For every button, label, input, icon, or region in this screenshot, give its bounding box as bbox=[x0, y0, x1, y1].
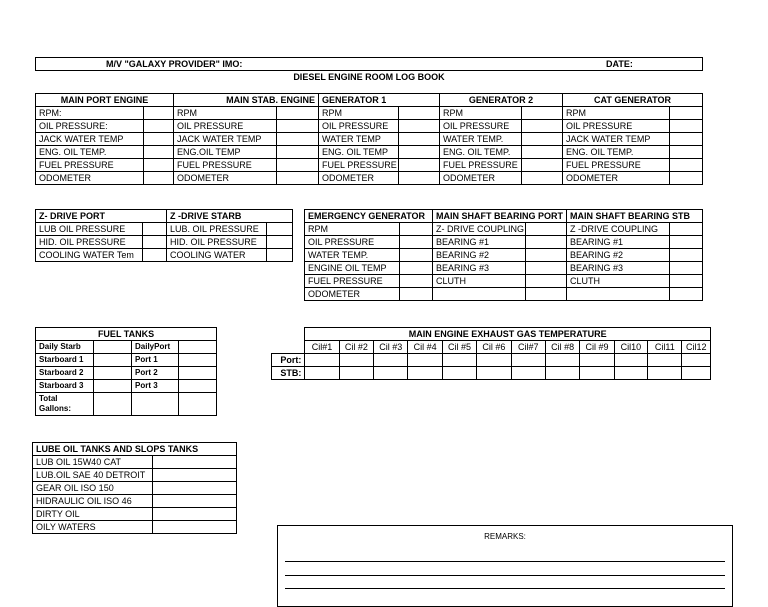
lube-tank-label: LUB.OIL SAE 40 DETROIT bbox=[33, 469, 153, 482]
lube-value-cell[interactable] bbox=[153, 521, 237, 534]
engine-param-label: ENG. OIL TEMP. bbox=[563, 146, 670, 159]
lube-row bbox=[33, 508, 237, 521]
bearing-param-label bbox=[433, 288, 526, 301]
emergency-bearing-table bbox=[304, 209, 703, 301]
fuel-tanks-table bbox=[35, 327, 217, 416]
fuel-cell[interactable] bbox=[94, 393, 132, 416]
bearing-value-cell[interactable] bbox=[526, 262, 567, 275]
lube-row bbox=[33, 469, 237, 482]
engine-header: MAIN PORT ENGINE bbox=[36, 94, 174, 107]
bearing-value-cell[interactable] bbox=[400, 223, 433, 236]
engine-param-label: OIL PRESSURE bbox=[319, 120, 399, 133]
fuel-tank-label: DailyPort bbox=[132, 341, 179, 354]
vessel-name: M/V "GALAXY PROVIDER" IMO: bbox=[106, 59, 243, 69]
engine-value-cell[interactable] bbox=[399, 159, 440, 172]
fuel-cell[interactable] bbox=[179, 354, 217, 367]
engine-param-label: OIL PRESSURE: bbox=[36, 120, 144, 133]
exhaust-temp-cell[interactable] bbox=[442, 354, 476, 367]
engine-param-label: FUEL PRESSURE bbox=[440, 159, 522, 172]
remarks-line[interactable] bbox=[285, 588, 725, 589]
bearing-value-cell[interactable] bbox=[670, 236, 703, 249]
exhaust-temp-cell[interactable] bbox=[305, 354, 339, 367]
emergency-header: EMERGENCY GENERATOR bbox=[305, 210, 433, 223]
engine-param-label: FUEL PRESSURE bbox=[174, 159, 277, 172]
engine-value-cell[interactable] bbox=[144, 159, 174, 172]
engine-value-cell[interactable] bbox=[277, 146, 319, 159]
lube-row bbox=[33, 456, 237, 469]
engine-row bbox=[36, 159, 703, 172]
cylinder-label: Cil12 bbox=[682, 341, 711, 354]
lube-row bbox=[33, 495, 237, 508]
cylinder-label: Cil#1 bbox=[305, 341, 339, 354]
bearing-param-label: BEARING #1 bbox=[433, 236, 526, 249]
fuel-tank-label: Starboard 2 bbox=[36, 367, 94, 380]
exhaust-title-row bbox=[272, 328, 711, 341]
lube-oil-table bbox=[32, 442, 237, 534]
lube-title: LUBE OIL TANKS AND SLOPS TANKS bbox=[33, 443, 237, 456]
engine-value-cell[interactable] bbox=[399, 172, 440, 185]
engine-value-cell[interactable] bbox=[399, 146, 440, 159]
engine-param-label: ODOMETER bbox=[440, 172, 522, 185]
exhaust-temp-cell[interactable] bbox=[305, 367, 339, 380]
engine-value-cell[interactable] bbox=[522, 107, 563, 120]
emergency-header: MAIN SHAFT BEARING STB bbox=[567, 210, 703, 223]
cylinder-label: Cil11 bbox=[648, 341, 682, 354]
zdrive-param-label: HID. OIL PRESSURE bbox=[36, 236, 143, 249]
exhaust-temp-cell[interactable] bbox=[477, 367, 511, 380]
cylinder-label: Cil #8 bbox=[545, 341, 579, 354]
bearing-param-label: BEARING #3 bbox=[433, 262, 526, 275]
engine-value-cell[interactable] bbox=[522, 133, 563, 146]
engine-param-label: OIL PRESSURE bbox=[440, 120, 522, 133]
engine-param-label: FUEL PRESSURE bbox=[563, 159, 670, 172]
engine-value-cell[interactable] bbox=[399, 120, 440, 133]
zdrive-row bbox=[36, 249, 293, 262]
engine-param-label: WATER TEMP. bbox=[440, 133, 522, 146]
engine-header: GENERATOR 1 bbox=[319, 94, 440, 107]
exhaust-temp-cell[interactable] bbox=[511, 367, 545, 380]
engine-value-cell[interactable] bbox=[277, 120, 319, 133]
engine-value-cell[interactable] bbox=[399, 133, 440, 146]
engine-value-cell[interactable] bbox=[670, 146, 703, 159]
exhaust-temp-table bbox=[271, 327, 711, 380]
remarks-box[interactable] bbox=[277, 525, 733, 607]
engine-value-cell[interactable] bbox=[144, 107, 174, 120]
fuel-tank-label: Port 2 bbox=[132, 367, 179, 380]
engine-value-cell[interactable] bbox=[399, 107, 440, 120]
engine-param-label: ODOMETER bbox=[563, 172, 670, 185]
engine-header: GENERATOR 2 bbox=[440, 94, 563, 107]
engines-table bbox=[35, 93, 703, 185]
engine-param-label: ENG. OIL TEMP. bbox=[36, 146, 144, 159]
fuel-cell[interactable] bbox=[179, 367, 217, 380]
exhaust-title: MAIN ENGINE EXHAUST GAS TEMPERATURE bbox=[305, 328, 711, 341]
bearing-param-label: ENGINE OIL TEMP bbox=[305, 262, 400, 275]
bearing-value-cell[interactable] bbox=[670, 262, 703, 275]
zdrive-param-label: HID. OIL PRESSURE bbox=[167, 236, 267, 249]
exhaust-temp-cell[interactable] bbox=[648, 367, 682, 380]
bearing-param-label: CLUTH bbox=[433, 275, 526, 288]
engine-param-label: FUEL PRESSURE bbox=[319, 159, 399, 172]
cylinder-label: Cil #4 bbox=[408, 341, 442, 354]
exhaust-row bbox=[272, 354, 711, 367]
fuel-cell[interactable] bbox=[179, 341, 217, 354]
emergency-row bbox=[305, 262, 703, 275]
engine-value-cell[interactable] bbox=[144, 133, 174, 146]
vessel-header-box bbox=[35, 57, 703, 71]
engine-value-cell[interactable] bbox=[670, 107, 703, 120]
zdrive-param-label: COOLING WATER Tem bbox=[36, 249, 143, 262]
zdrive-row bbox=[36, 223, 293, 236]
zdrive-param-label: COOLING WATER bbox=[167, 249, 267, 262]
bearing-value-cell[interactable] bbox=[400, 262, 433, 275]
engine-param-label: ENG. OIL TEMP. bbox=[440, 146, 522, 159]
engine-value-cell[interactable] bbox=[670, 159, 703, 172]
fuel-cell[interactable] bbox=[94, 341, 132, 354]
bearing-value-cell[interactable] bbox=[526, 236, 567, 249]
lube-tank-label: LUB OIL 15W40 CAT bbox=[33, 456, 153, 469]
bearing-param-label: Z- DRIVE COUPLING bbox=[433, 223, 526, 236]
bearing-param-label: BEARING #2 bbox=[567, 249, 670, 262]
bearing-value-cell[interactable] bbox=[526, 223, 567, 236]
engine-param-label: ODOMETER bbox=[319, 172, 399, 185]
emergency-row bbox=[305, 236, 703, 249]
exhaust-temp-cell[interactable] bbox=[580, 367, 614, 380]
fuel-tank-label: Starboard 3 bbox=[36, 380, 94, 393]
bearing-param-label: ODOMETER bbox=[305, 288, 400, 301]
bearing-value-cell[interactable] bbox=[526, 288, 567, 301]
emergency-row bbox=[305, 288, 703, 301]
exhaust-temp-cell[interactable] bbox=[545, 354, 579, 367]
remarks-label: REMARKS: bbox=[484, 532, 526, 541]
zdrive-value-cell[interactable] bbox=[267, 223, 293, 236]
engine-header: CAT GENERATOR bbox=[563, 94, 703, 107]
fuel-tanks-title: FUEL TANKS bbox=[36, 328, 217, 341]
bearing-param-label: BEARING #3 bbox=[567, 262, 670, 275]
bearing-param-label: CLUTH bbox=[567, 275, 670, 288]
zdrive-header-row bbox=[36, 210, 293, 223]
fuel-tank-label: Port 3 bbox=[132, 380, 179, 393]
fuel-cell[interactable] bbox=[179, 380, 217, 393]
bearing-param-label bbox=[567, 288, 670, 301]
bearing-param-label: OIL PRESSURE bbox=[305, 236, 400, 249]
engine-param-label: OIL PRESSURE bbox=[563, 120, 670, 133]
fuel-cell[interactable] bbox=[94, 367, 132, 380]
engine-value-cell[interactable] bbox=[522, 146, 563, 159]
emergency-header-row bbox=[305, 210, 703, 223]
cylinder-header-row bbox=[272, 341, 711, 354]
lube-tank-label: HIDRAULIC OIL ISO 46 bbox=[33, 495, 153, 508]
zdrive-param-label: LUB. OIL PRESSURE bbox=[167, 223, 267, 236]
fuel-row bbox=[36, 367, 217, 380]
engine-param-label: RPM bbox=[563, 107, 670, 120]
bearing-value-cell[interactable] bbox=[400, 249, 433, 262]
lube-row bbox=[33, 521, 237, 534]
bearing-param-label: RPM bbox=[305, 223, 400, 236]
engine-value-cell[interactable] bbox=[277, 172, 319, 185]
engine-param-label: RPM: bbox=[36, 107, 144, 120]
engine-param-label: RPM bbox=[319, 107, 399, 120]
engine-row bbox=[36, 146, 703, 159]
engine-row bbox=[36, 107, 703, 120]
bearing-value-cell[interactable] bbox=[526, 249, 567, 262]
engine-param-label: WATER TEMP bbox=[319, 133, 399, 146]
engine-param-label: RPM bbox=[174, 107, 277, 120]
zdrive-value-cell[interactable] bbox=[143, 249, 167, 262]
exhaust-temp-cell[interactable] bbox=[408, 354, 442, 367]
lube-tank-label: GEAR OIL ISO 150 bbox=[33, 482, 153, 495]
cylinder-label: Cil10 bbox=[614, 341, 647, 354]
lube-tank-label: OILY WATERS bbox=[33, 521, 153, 534]
cylinder-label: Cil #6 bbox=[477, 341, 511, 354]
engine-param-label: ODOMETER bbox=[174, 172, 277, 185]
emergency-row bbox=[305, 275, 703, 288]
logbook-title: DIESEL ENGINE ROOM LOG BOOK bbox=[293, 72, 445, 82]
fuel-row bbox=[36, 354, 217, 367]
zdrive-table bbox=[35, 209, 293, 262]
bearing-param-label: Z -DRIVE COUPLING bbox=[567, 223, 670, 236]
date-label: DATE: bbox=[606, 59, 633, 69]
lube-value-cell[interactable] bbox=[153, 469, 237, 482]
fuel-cell[interactable] bbox=[94, 354, 132, 367]
exhaust-temp-cell[interactable] bbox=[374, 367, 408, 380]
fuel-cell[interactable] bbox=[94, 380, 132, 393]
engine-value-cell[interactable] bbox=[670, 133, 703, 146]
cylinder-label: Cil #5 bbox=[442, 341, 476, 354]
bearing-value-cell[interactable] bbox=[670, 275, 703, 288]
engine-value-cell[interactable] bbox=[277, 133, 319, 146]
bearing-value-cell[interactable] bbox=[670, 223, 703, 236]
cylinder-label: Cil #2 bbox=[339, 341, 373, 354]
fuel-title-row bbox=[36, 328, 217, 341]
exhaust-side-label: Port: bbox=[272, 354, 305, 367]
exhaust-temp-cell[interactable] bbox=[442, 367, 476, 380]
cylinder-label: Cil #3 bbox=[374, 341, 408, 354]
zdrive-header: Z- DRIVE PORT bbox=[36, 210, 167, 223]
engine-value-cell[interactable] bbox=[522, 120, 563, 133]
exhaust-temp-cell[interactable] bbox=[477, 354, 511, 367]
bearing-value-cell[interactable] bbox=[400, 288, 433, 301]
fuel-total-row bbox=[36, 393, 217, 416]
fuel-tank-label: Port 1 bbox=[132, 354, 179, 367]
fuel-row bbox=[36, 341, 217, 354]
engine-row bbox=[36, 172, 703, 185]
emergency-header: MAIN SHAFT BEARING PORT bbox=[433, 210, 567, 223]
engine-param-label: ENG. OIL TEMP bbox=[319, 146, 399, 159]
engine-param-label: JACK WATER TEMP bbox=[36, 133, 144, 146]
engine-param-label: RPM bbox=[440, 107, 522, 120]
engine-value-cell[interactable] bbox=[277, 159, 319, 172]
engine-value-cell[interactable] bbox=[522, 159, 563, 172]
cylinder-label: Cil#7 bbox=[511, 341, 545, 354]
zdrive-param-label: LUB OIL PRESSURE bbox=[36, 223, 143, 236]
exhaust-temp-cell[interactable] bbox=[374, 354, 408, 367]
fuel-tank-label: Daily Starb bbox=[36, 341, 94, 354]
engine-value-cell[interactable] bbox=[144, 120, 174, 133]
engine-param-label: JACK WATER TEMP bbox=[563, 133, 670, 146]
lube-value-cell[interactable] bbox=[153, 495, 237, 508]
bearing-value-cell[interactable] bbox=[670, 249, 703, 262]
bearing-param-label: WATER TEMP. bbox=[305, 249, 400, 262]
engine-param-label: ODOMETER bbox=[36, 172, 144, 185]
engine-value-cell[interactable] bbox=[670, 120, 703, 133]
engine-param-label: OIL PRESSURE bbox=[174, 120, 277, 133]
exhaust-temp-cell[interactable] bbox=[614, 354, 647, 367]
zdrive-header: Z -DRIVE STARB bbox=[167, 210, 293, 223]
exhaust-temp-cell[interactable] bbox=[648, 354, 682, 367]
engine-param-label: JACK WATER TEMP bbox=[174, 133, 277, 146]
exhaust-temp-cell[interactable] bbox=[339, 354, 373, 367]
bearing-value-cell[interactable] bbox=[526, 275, 567, 288]
engine-value-cell[interactable] bbox=[144, 172, 174, 185]
zdrive-value-cell[interactable] bbox=[267, 249, 293, 262]
engine-value-cell[interactable] bbox=[277, 107, 319, 120]
cylinder-label: Cil #9 bbox=[580, 341, 614, 354]
zdrive-value-cell[interactable] bbox=[143, 223, 167, 236]
engine-value-cell[interactable] bbox=[144, 146, 174, 159]
emergency-row bbox=[305, 249, 703, 262]
exhaust-temp-cell[interactable] bbox=[339, 367, 373, 380]
engine-header: MAIN STAB. ENGINE bbox=[174, 94, 319, 107]
exhaust-row bbox=[272, 367, 711, 380]
remarks-line[interactable] bbox=[285, 575, 725, 576]
fuel-row bbox=[36, 380, 217, 393]
total-gallons-label: Total Gallons: bbox=[36, 393, 94, 416]
engine-row bbox=[36, 133, 703, 146]
fuel-tank-label: Starboard 1 bbox=[36, 354, 94, 367]
fuel-cell[interactable] bbox=[132, 393, 179, 416]
fuel-cell[interactable] bbox=[179, 393, 217, 416]
bearing-value-cell[interactable] bbox=[400, 275, 433, 288]
bearing-value-cell[interactable] bbox=[400, 236, 433, 249]
engines-header-row bbox=[36, 94, 703, 107]
emergency-row bbox=[305, 223, 703, 236]
exhaust-temp-cell[interactable] bbox=[511, 354, 545, 367]
bearing-param-label: BEARING #2 bbox=[433, 249, 526, 262]
remarks-line[interactable] bbox=[285, 561, 725, 562]
exhaust-temp-cell[interactable] bbox=[614, 367, 647, 380]
exhaust-temp-cell[interactable] bbox=[580, 354, 614, 367]
zdrive-row bbox=[36, 236, 293, 249]
engine-param-label: ENG.OIL TEMP bbox=[174, 146, 277, 159]
engine-param-label: FUEL PRESSURE bbox=[36, 159, 144, 172]
lube-row bbox=[33, 482, 237, 495]
bearing-param-label: FUEL PRESSURE bbox=[305, 275, 400, 288]
zdrive-value-cell[interactable] bbox=[267, 236, 293, 249]
engine-value-cell[interactable] bbox=[670, 172, 703, 185]
exhaust-temp-cell[interactable] bbox=[682, 367, 711, 380]
zdrive-value-cell[interactable] bbox=[143, 236, 167, 249]
bearing-param-label: BEARING #1 bbox=[567, 236, 670, 249]
lube-value-cell[interactable] bbox=[153, 456, 237, 469]
lube-value-cell[interactable] bbox=[153, 482, 237, 495]
lube-title-row bbox=[33, 443, 237, 456]
lube-value-cell[interactable] bbox=[153, 508, 237, 521]
bearing-value-cell[interactable] bbox=[670, 288, 703, 301]
exhaust-temp-cell[interactable] bbox=[682, 354, 711, 367]
exhaust-side-label: STB: bbox=[272, 367, 305, 380]
engine-value-cell[interactable] bbox=[522, 172, 563, 185]
exhaust-temp-cell[interactable] bbox=[408, 367, 442, 380]
exhaust-temp-cell[interactable] bbox=[545, 367, 579, 380]
lube-tank-label: DIRTY OIL bbox=[33, 508, 153, 521]
engine-row bbox=[36, 120, 703, 133]
